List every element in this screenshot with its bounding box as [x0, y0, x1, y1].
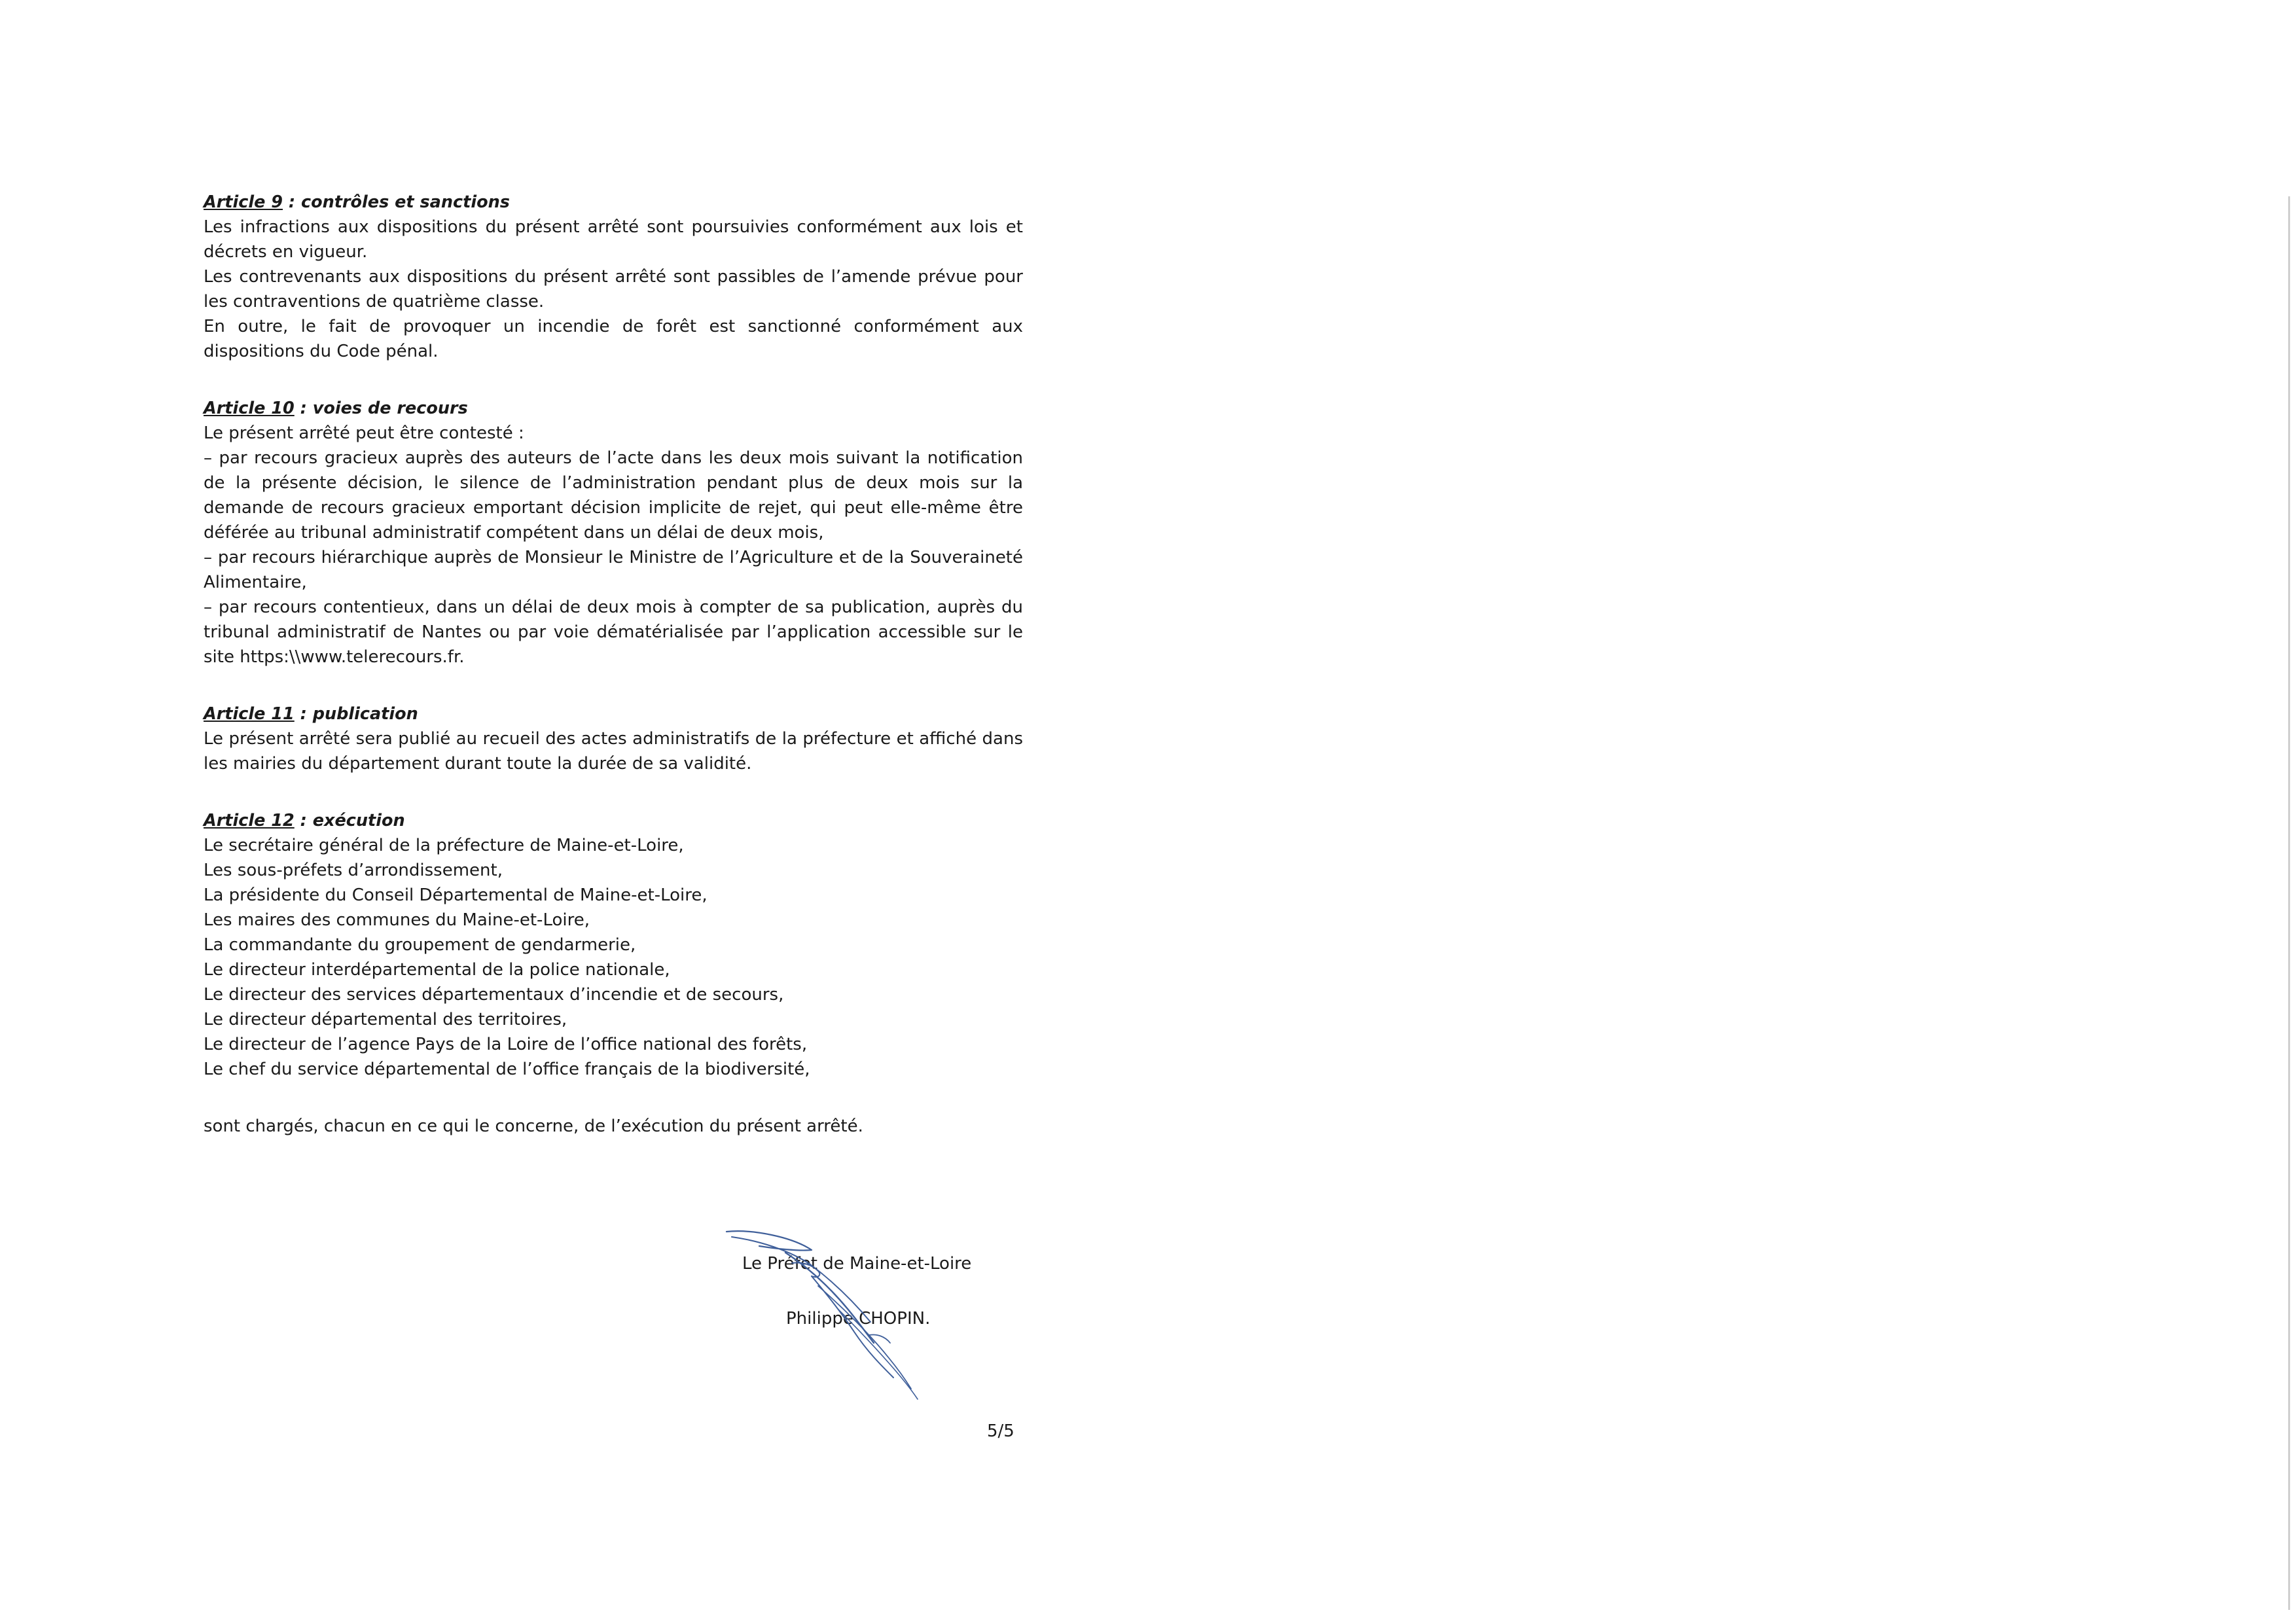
recipient-line: La commandante du groupement de gendarmerie,	[204, 935, 636, 955]
signature-block	[720, 1230, 982, 1427]
article-paragraph: – par recours gracieux auprès des auteurs de l’acte dans les deux mois suivant la notification de la présente décision, le silence de l’administration pendant plus de deux mois sur la demande de recours gracieux emportant décision implicite de rejet, qui peut elle-même être déférée au tribunal administratif compétent dans un délai de deux mois,	[204, 448, 1023, 543]
article-12	[204, 808, 1023, 1082]
article-number: Article 12	[204, 811, 295, 830]
document-body	[204, 190, 1023, 1139]
recipient-line: Le directeur départemental des territoires,	[204, 1010, 567, 1029]
recipient-line: Le chef du service départemental de l’office français de la biodiversité,	[204, 1060, 810, 1079]
article-paragraph: Les infractions aux dispositions du présent arrêté sont poursuivies conformément aux lois et décrets en vigueur.	[204, 217, 1023, 262]
article-paragraph: – par recours contentieux, dans un délai de deux mois à compter de sa publication, auprès du tribunal administratif de Nantes ou par voie dématérialisée par l’application accessible sur le site https:\\www.telerecours.fr.	[204, 597, 1023, 667]
article-paragraph: Le présent arrêté sera publié au recueil des actes administratifs de la préfecture et affiché dans les mairies du département durant toute la durée de sa validité.	[204, 729, 1023, 774]
article-title: : contrôles et sanctions	[283, 192, 510, 212]
recipient-line: Le directeur des services départementaux d’incendie et de secours,	[204, 985, 784, 1005]
article-paragraph: Le présent arrêté peut être contesté :	[204, 423, 524, 443]
article-number: Article 10	[204, 399, 295, 418]
article-number: Article 11	[204, 704, 295, 724]
article-paragraph: En outre, le fait de provoquer un incendie de forêt est sanctionné conformément aux dispositions du Code pénal.	[204, 317, 1023, 361]
recipient-line: Les maires des communes du Maine-et-Loire,	[204, 910, 590, 930]
recipient-line: Le secrétaire général de la préfecture de Maine-et-Loire,	[204, 836, 684, 855]
article-title: : publication	[294, 704, 418, 724]
article-title: : exécution	[294, 811, 405, 830]
handwritten-signature	[713, 1224, 988, 1414]
page-number: 5/5	[987, 1421, 1014, 1441]
recipient-line: La présidente du Conseil Départemental de Maine-et-Loire,	[204, 885, 708, 905]
article-number: Article 9	[204, 192, 283, 212]
article-9	[204, 190, 1023, 364]
recipient-line: Le directeur de l’agence Pays de la Loire de l’office national des forêts,	[204, 1035, 808, 1054]
signatory-title: Le Préfet de Maine-et-Loire	[742, 1254, 972, 1274]
article-heading	[204, 702, 1023, 726]
recipient-line: Le directeur interdépartemental de la police nationale,	[204, 960, 670, 980]
scan-edge-line	[2288, 196, 2290, 1610]
article-title: : voies de recours	[294, 399, 468, 418]
signatory-name: Philippe CHOPIN.	[786, 1309, 931, 1329]
article-paragraph: – par recours hiérarchique auprès de Monsieur le Ministre de l’Agriculture et de la Souveraineté Alimentaire,	[204, 548, 1023, 592]
article-heading	[204, 396, 1023, 421]
article-paragraph: Les contrevenants aux dispositions du présent arrêté sont passibles de l’amende prévue pour les contraventions de quatrième classe.	[204, 267, 1023, 312]
article-11	[204, 702, 1023, 776]
article-10	[204, 396, 1023, 669]
article-heading	[204, 190, 1023, 215]
recipient-line: Les sous-préfets d’arrondissement,	[204, 861, 503, 880]
closing-sentence: sont chargés, chacun en ce qui le concerne, de l’exécution du présent arrêté.	[204, 1116, 863, 1136]
article-heading	[204, 808, 1023, 833]
